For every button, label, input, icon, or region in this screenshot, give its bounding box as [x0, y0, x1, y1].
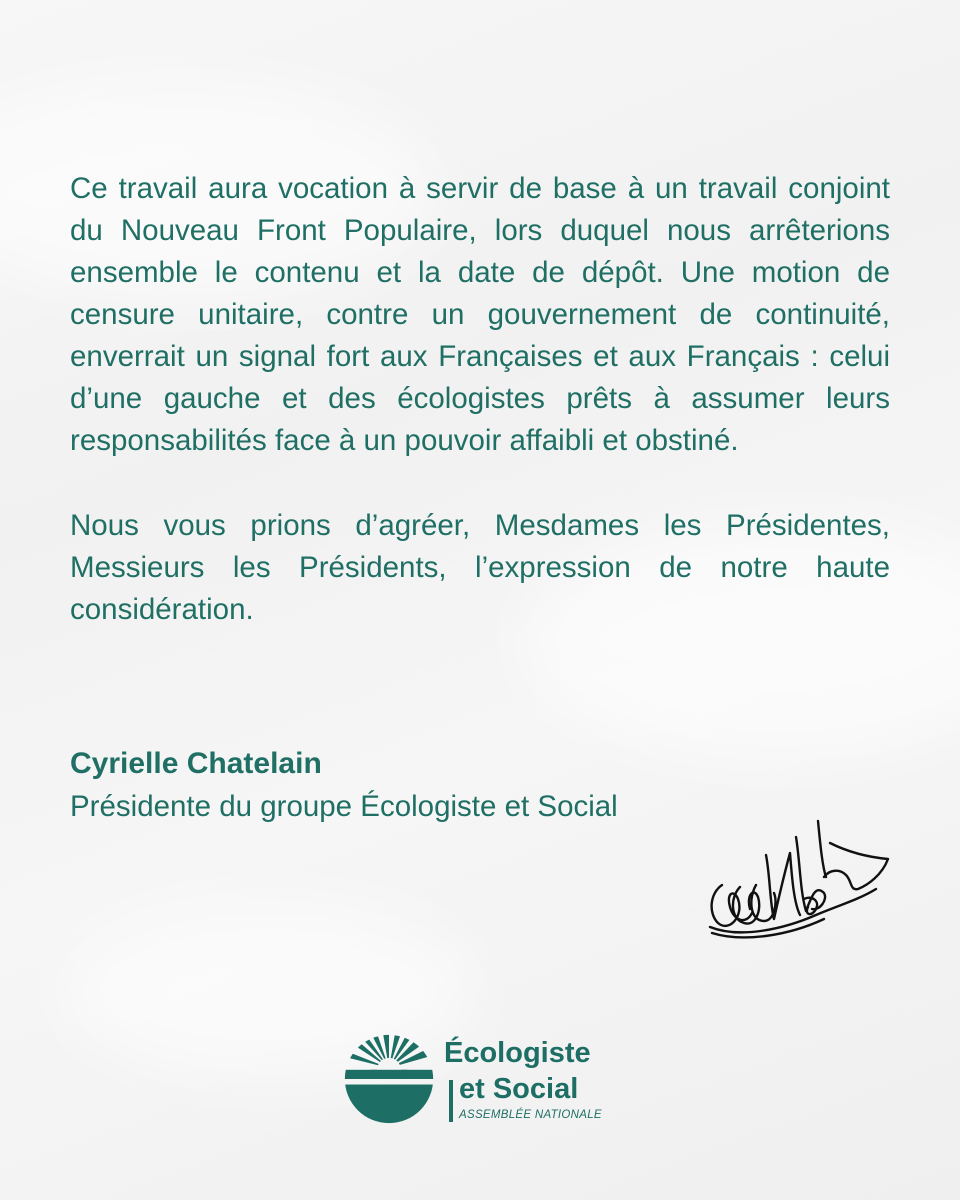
signature-stroke [766, 853, 800, 919]
handwritten-signature [700, 815, 890, 955]
logo-tagline: ASSEMBLÉE NATIONALE [459, 1109, 602, 1121]
logo-title: Écologiste [444, 1037, 591, 1069]
signature-stroke [824, 843, 888, 889]
signature-stroke [712, 919, 824, 937]
letter-body [70, 168, 890, 631]
letter-paragraph: Ce travail aura vocation à servir de base à un travail conjoint du Nouveau Front Populaire, lors duquel nous arrêterions ensemble le contenu et la date de dépôt. Une motion de censure unitaire, contre un gouvernement de continuité, enverrait un signal fort aux Françaises et aux Français : celui d’une gauche et des écologistes prêts à assumer leurs responsabilités face à un pouvoir affaibli et obstiné. [70, 172, 890, 457]
logo-divider [449, 1080, 453, 1122]
letter-closing: Nous vous prions d’agréer, Mesdames les Présidentes, Messieurs les Présidents, l’expression de notre haute considération. [70, 509, 890, 626]
signer-role: Présidente du groupe Écologiste et Social [70, 790, 618, 823]
logo-subtitle: et Social [459, 1073, 579, 1105]
group-logo [343, 1030, 633, 1140]
signature-stroke [818, 821, 826, 877]
sun-over-horizon-icon [343, 1033, 435, 1125]
signer-name: Cyrielle Chatelain [70, 747, 322, 780]
